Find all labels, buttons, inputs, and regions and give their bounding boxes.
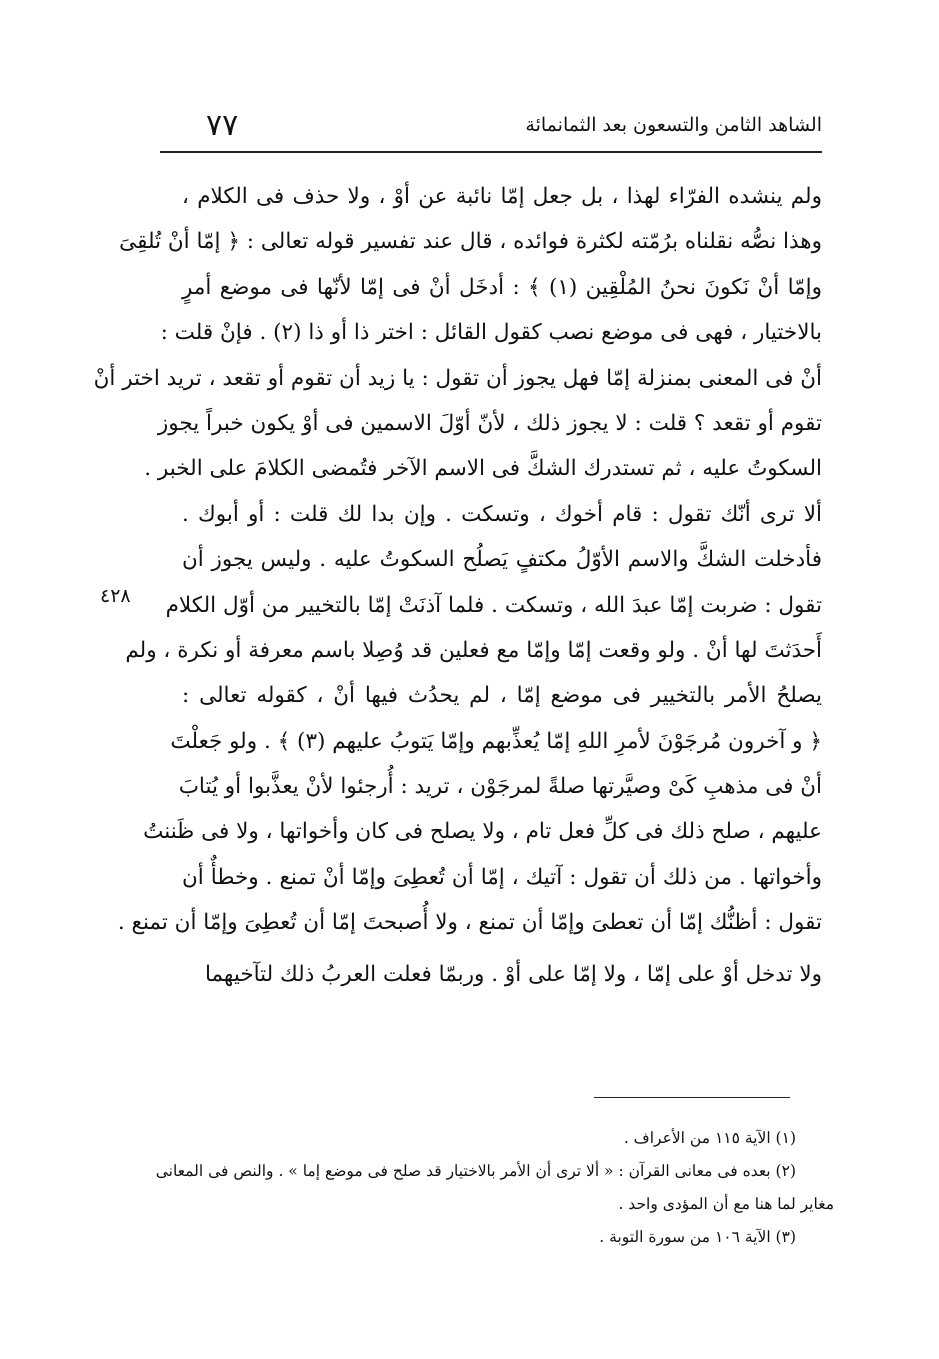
text-line: تقول : ضربت إمّا عبدَ الله ، وتسكت . فلما آذنَتْ إمّا بالتخيير من أوّل الكلام — [165, 592, 822, 618]
text-line: أنْ فى المعنى بمنزلة إمّا فهل يجوز أن تقول : يا زيد أن تقوم أو تقعد ، تريد اختر أنْ — [93, 365, 822, 391]
text-line: ألا ترى أنّك تقول : قام أخوك ، وتسكت . وإن بدا لك قلت : أو أبوك . — [182, 501, 822, 527]
footnote-3: (٣) الآية ١٠٦ من سورة التوبة . — [599, 1228, 796, 1246]
footnotes — [155, 1122, 834, 1254]
text-line: ولا تدخل أوْ على إمّا ، ولا إمّا على أوْ . وربمّا فعلت العربُ ذلك لتآخيهما — [204, 961, 822, 987]
text-line: السكوتُ عليه ، ثم تستدرك الشكَّ فى الاسم الآخر فتُمضى الكلامَ على الخبر . — [144, 456, 822, 482]
footnote-2: (٢) بعده فى معانى القرآن : « ألا ترى أن الأمر بالاختيار قد صلح فى موضع إما » . والنص فى المعانى — [155, 1162, 796, 1180]
running-head: الشاهد الثامن والتسعون بعد الثمانمائة — [525, 114, 822, 136]
text-line: تقوم أو تقعد ؟ قلت : لا يجوز ذلك ، لأنّ أوّلَ الاسمين فى أوْ يكون خبراً يجوز — [157, 410, 822, 436]
footnote-rule — [594, 1097, 790, 1098]
page-number: ٧٧ — [206, 108, 239, 143]
footnote-1: (١) الآية ١١٥ من الأعراف . — [623, 1129, 796, 1147]
text-line: أنْ فى مذهبِ كَىْ وصيَّرتها صلةً لمرجَوْن ، تريد : أُرجئوا لأنْ يعذَّبوا أو يُتابَ — [178, 774, 822, 800]
text-line: يصلحُ الأمر بالتخيير فى موضع إمّا ، لم يحدُث فيها أنْ ، كقوله تعالى : — [182, 683, 822, 709]
text-line: فأدخلت الشكَّ والاسم الأوّلُ مكتفٍ يَصلُح السكوتُ عليه . وليس يجوز أن — [182, 547, 822, 573]
text-line: وهذا نصُّه نقلناه برُمّته لكثرة فوائده ، قال عند تفسير قوله تعالى : ﴿ إمّا أنْ تُلقِىَ — [119, 229, 822, 255]
text-line: وأخواتها . من ذلك أن تقول : آتيك ، إمّا أن تُعطِىَ وإمّا أنْ تمنع . وخطأٌ أن — [182, 864, 822, 890]
text-line: عليهم ، صلح ذلك فى كلِّ فعل تام ، ولا يصلح فى كان وأخواتها ، ولا فى ظَننتُ — [143, 819, 822, 845]
header-rule — [160, 151, 822, 153]
footnote-2-continued: مغاير لما هنا مع أن المؤدى واحد . — [618, 1195, 834, 1213]
text-line: تقول : أظنُّك إمّا أن تعطىَ وإمّا أن تمنع ، ولا أُصبحتَ إمّا أن تُعطِىَ وإمّا أن تمنع . — [117, 910, 822, 936]
text-line: أَحدَثتَ لها أنْ . ولو وقعت إمّا وإمّا مع فعلين قد وُصِلا باسم معرفة أو نكرة ، ولم — [125, 637, 822, 663]
page-header — [160, 96, 822, 146]
text-line: ولم ينشده الفرّاء لهذا ، بل جعل إمّا نائبة عن أوْ ، ولا حذف فى الكلام ، — [182, 184, 822, 209]
text-line: بالاختيار ، فهى فى موضع نصب كقول القائل : اختر ذا أو ذا (٢) . فإنْ قلت : — [160, 320, 822, 346]
text-line: وإمّا أنْ نَكونَ نحنُ المُلْقِين (١) ﴾ : أدخَل أنْ فى إمّا لأنّها فى موضع أمرٍ — [182, 274, 822, 300]
margin-page-number: ٤٢٨ — [100, 585, 131, 607]
text-line: ﴿ و آخرون مُرجَوْنَ لأمرِ اللهِ إمّا يُعذِّبهم وإمّا يَتوبُ عليهم (٣) ﴾ . ولو جَعلْتَ — [170, 728, 822, 754]
